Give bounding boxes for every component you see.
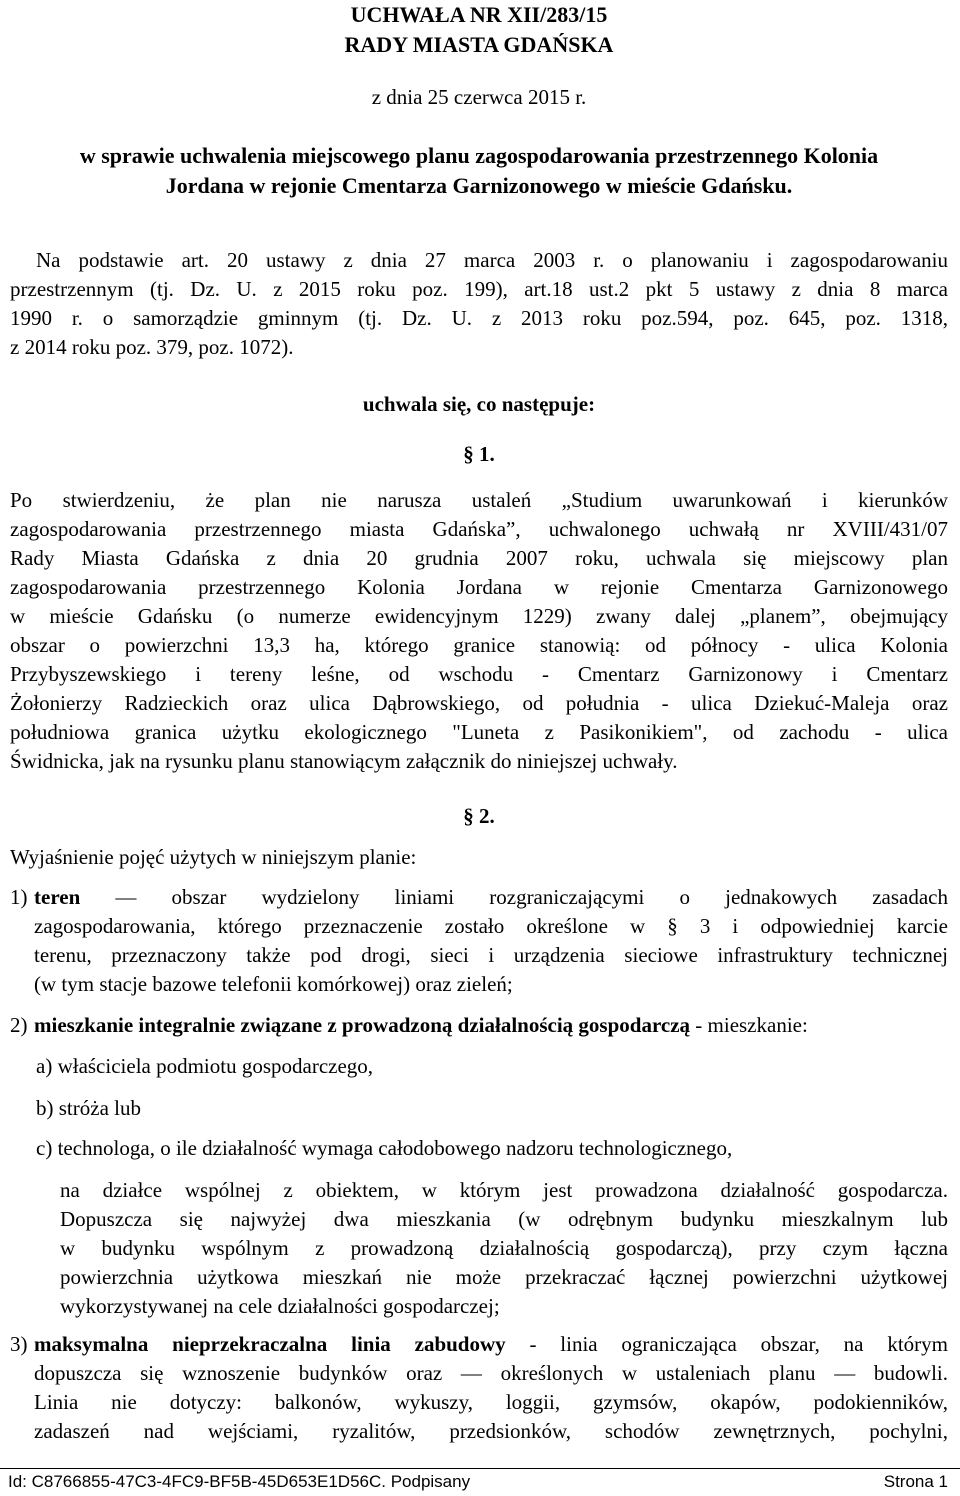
- section-2-mark: § 2.: [463, 804, 495, 828]
- item-number: 1): [10, 885, 28, 909]
- section-2-intro: Wyjaśnienie pojęć użytych w niniejszym planie:: [10, 845, 417, 869]
- sub-item-c: c) technologa, o ile działalność wymaga całodobowego nadzoru technologicznego,: [36, 1136, 733, 1160]
- section-1-line: Po stwierdzeniu, że plan nie narusza ustaleń „Studium uwarunkowań i kierunków: [10, 488, 948, 512]
- definition-line: dopuszcza się wznoszenie budynków oraz — określonych w ustaleniach planu — budowli.: [34, 1361, 948, 1385]
- definition-term: mieszkanie integralnie związane z prowadzoną działalnością gospodarczą: [34, 1013, 691, 1037]
- subject-line-1: w sprawie uchwalenia miejscowego planu zagospodarowania przestrzennego Kolonia: [79, 143, 879, 168]
- resolution-subject: [10, 141, 948, 201]
- subject-line-2: Jordana w rejonie Cmentarza Garnizonowego w mieście Gdańsku.: [165, 173, 793, 198]
- preamble-line: 1990 r. o samorządzie gminnym (tj. Dz. U. z 2013 roku poz.594, poz. 645, poz. 1318,: [10, 306, 948, 330]
- definition-term: teren: [34, 885, 81, 909]
- definition-line: Linia nie dotyczy: balkonów, wykuszy, loggii, gzymsów, okapów, podokienników,: [34, 1390, 948, 1414]
- item-number: 2): [10, 1013, 28, 1037]
- section-1-line: południowa granica użytku ekologicznego "Luneta z Pasikonikiem", od zachodu - ulica: [10, 720, 948, 744]
- section-1-line: Rady Miasta Gdańska z dnia 20 grudnia 2007 roku, uchwala się miejscowy plan: [10, 546, 948, 570]
- sub-item-a: a) właściciela podmiotu gospodarczego,: [36, 1054, 374, 1078]
- definition-text: - linia ograniczająca obszar, na którym: [505, 1332, 948, 1356]
- footer-divider: [0, 1468, 960, 1469]
- section-1-line: zagospodarowania przestrzennego miasta Gdańska”, uchwalonego uchwałą nr XVIII/431/07: [10, 517, 948, 541]
- definition-line: Dopuszcza się najwyżej dwa mieszkania (w odrębnym budynku mieszkalnym lub: [60, 1207, 948, 1231]
- section-1-line: w mieście Gdańsku (o numerze ewidencyjnym 1229) zwany dalej „planem”, obejmujący: [10, 604, 948, 628]
- definition-line: zadaszeń nad wejściami, ryzalitów, przedsionków, schodów zewnętrznych, pochylni,: [34, 1419, 948, 1443]
- preamble-line: z 2014 roku poz. 379, poz. 1072).: [10, 335, 294, 359]
- definition-line: powierzchnia użytkowa mieszkań nie może przekraczać łącznej powierzchni użytkowej: [60, 1265, 948, 1289]
- title-line-2: RADY MIASTA GDAŃSKA: [344, 32, 614, 57]
- section-1-line: Świdnicka, jak na rysunku planu stanowiącym załącznik do niniejszej uchwały.: [10, 749, 678, 773]
- document-id: Id: C8766855-47C3-4FC9-BF5B-45D653E1D56C. Podpisany: [8, 1472, 471, 1491]
- definition-text: - mieszkanie:: [690, 1013, 808, 1037]
- resolves-clause: uchwala się, co następuje:: [362, 392, 596, 416]
- definition-line: na działce wspólnej z obiektem, w którym jest prowadzona działalność gospodarcza.: [60, 1178, 948, 1202]
- sub-item-b: b) stróża lub: [36, 1096, 141, 1120]
- section-1-line: Żołonierzy Radzieckich oraz ulica Dąbrowskiego, od południa - ulica Dziekuć-Maleja oraz: [10, 691, 948, 715]
- section-1-mark: § 1.: [463, 442, 495, 466]
- definition-continuation: [60, 1176, 948, 1321]
- definition-term: maksymalna nieprzekraczalna linia zabudowy: [34, 1332, 506, 1356]
- definition-line: terenu, przeznaczony także pod drogi, sieci i urządzenia sieciowe infrastruktury technicznej: [34, 943, 948, 967]
- section-1-body: [10, 486, 948, 776]
- title-line-1: UCHWAŁA NR XII/283/15: [350, 2, 608, 27]
- definition-line: zagospodarowania, którego przeznaczenie zostało określone w § 3 i odpowiedniej karcie: [34, 914, 948, 938]
- definition-text: — obszar wydzielony liniami rozgraniczającymi o jednakowych zasadach: [80, 885, 948, 909]
- page-number: Strona 1: [883, 1472, 948, 1491]
- definition-line: (w tym stacje bazowe telefonii komórkowej) oraz zieleń;: [34, 972, 513, 996]
- section-1-line: zagospodarowania przestrzennego Kolonia Jordana w rejonie Cmentarza Garnizonowego: [10, 575, 948, 599]
- resolution-title: [10, 0, 948, 60]
- section-1-line: obszar o powierzchni 13,3 ha, którego granice stanowią: od północy - ulica Kolonia: [10, 633, 948, 657]
- definition-line: w budynku wspólnym z prowadzoną działalnością gospodarczą), przy czym łączna: [60, 1236, 948, 1260]
- preamble: [10, 246, 948, 362]
- preamble-line: przestrzennym (tj. Dz. U. z 2015 roku poz. 199), art.18 ust.2 pkt 5 ustawy z dnia 8 marca: [10, 277, 948, 301]
- preamble-line: Na podstawie art. 20 ustawy z dnia 27 marca 2003 r. o planowaniu i zagospodarowaniu: [36, 248, 948, 272]
- section-1-line: Przybyszewskiego i tereny leśne, od wschodu - Cmentarz Garnizonowy i Cmentarz: [10, 662, 948, 686]
- definition-line: wykorzystywanej na cele działalności gospodarczej;: [60, 1294, 500, 1318]
- resolution-date: z dnia 25 czerwca 2015 r.: [371, 85, 587, 109]
- item-number: 3): [10, 1332, 28, 1356]
